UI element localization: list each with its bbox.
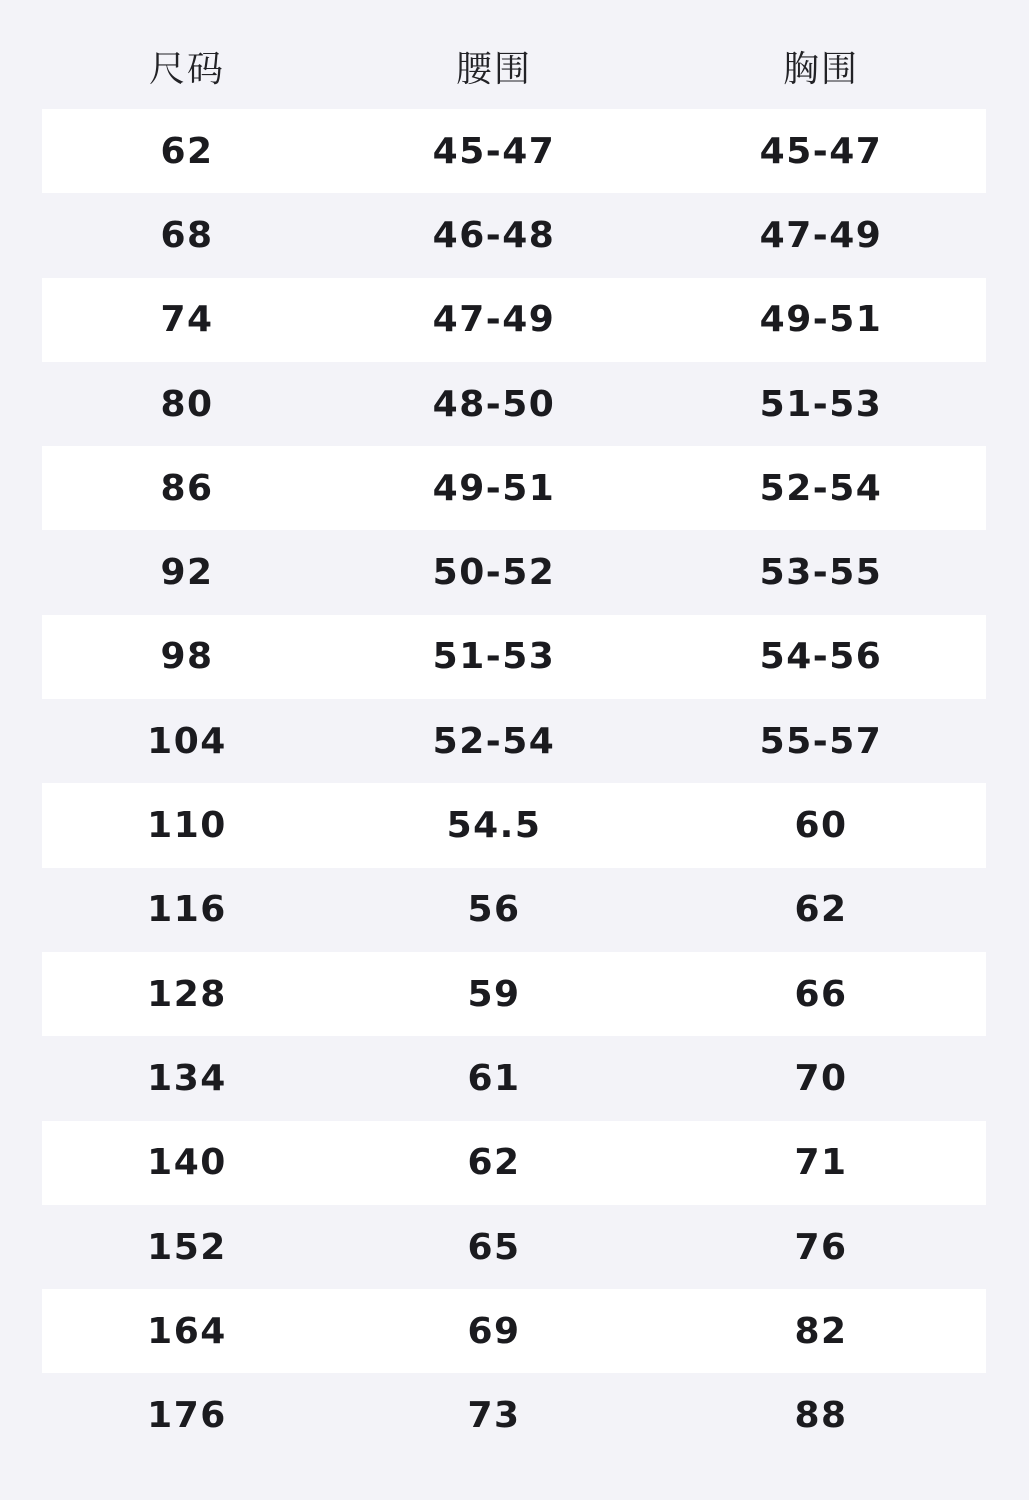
table-body xyxy=(42,109,986,1458)
table-row xyxy=(42,952,986,1036)
table-row xyxy=(42,1121,986,1205)
table-row xyxy=(42,783,986,867)
chest-cell: 76 xyxy=(794,1226,848,1268)
table-row xyxy=(42,868,986,952)
table-row xyxy=(42,446,986,530)
size-cell: 80 xyxy=(160,383,214,425)
chest-cell: 60 xyxy=(794,805,848,847)
table-row xyxy=(42,362,986,446)
waist-cell: 73 xyxy=(467,1395,521,1437)
chest-cell: 66 xyxy=(794,973,848,1015)
chest-cell: 51-53 xyxy=(759,383,883,425)
waist-cell: 65 xyxy=(467,1226,521,1268)
chest-cell: 70 xyxy=(794,1057,848,1099)
size-cell: 92 xyxy=(160,552,214,594)
table-row xyxy=(42,1289,986,1373)
table-row xyxy=(42,1205,986,1289)
waist-cell: 49-51 xyxy=(432,467,556,509)
size-cell: 140 xyxy=(147,1142,227,1184)
chest-cell: 45-47 xyxy=(759,130,883,172)
waist-cell: 56 xyxy=(467,889,521,931)
chest-cell: 49-51 xyxy=(759,299,883,341)
waist-cell: 52-54 xyxy=(432,720,556,762)
waist-cell: 50-52 xyxy=(432,552,556,594)
size-cell: 74 xyxy=(160,299,214,341)
table-header xyxy=(42,26,986,106)
size-cell: 104 xyxy=(147,720,227,762)
waist-cell: 48-50 xyxy=(432,383,556,425)
waist-cell: 47-49 xyxy=(432,299,556,341)
waist-cell: 69 xyxy=(467,1310,521,1352)
chest-cell: 47-49 xyxy=(759,214,883,256)
waist-cell: 51-53 xyxy=(432,636,556,678)
chest-cell: 88 xyxy=(794,1395,848,1437)
table-row xyxy=(42,530,986,614)
size-cell: 116 xyxy=(147,889,227,931)
waist-cell: 45-47 xyxy=(432,130,556,172)
size-cell: 176 xyxy=(147,1395,227,1437)
header-waist: 腰围 xyxy=(455,48,532,90)
size-cell: 62 xyxy=(160,130,214,172)
size-cell: 164 xyxy=(147,1310,227,1352)
waist-cell: 61 xyxy=(467,1057,521,1099)
size-cell: 98 xyxy=(160,636,214,678)
waist-cell: 46-48 xyxy=(432,214,556,256)
size-cell: 110 xyxy=(147,805,227,847)
size-cell: 152 xyxy=(147,1226,227,1268)
table-row xyxy=(42,109,986,193)
size-cell: 128 xyxy=(147,973,227,1015)
header-size: 尺码 xyxy=(148,48,225,90)
chest-cell: 53-55 xyxy=(759,552,883,594)
chest-cell: 71 xyxy=(794,1142,848,1184)
table-row xyxy=(42,699,986,783)
size-cell: 86 xyxy=(160,467,214,509)
waist-cell: 59 xyxy=(467,973,521,1015)
chest-cell: 52-54 xyxy=(759,467,883,509)
size-cell: 134 xyxy=(147,1057,227,1099)
table-row xyxy=(42,278,986,362)
size-cell: 68 xyxy=(160,214,214,256)
chest-cell: 62 xyxy=(794,889,848,931)
chest-cell: 55-57 xyxy=(759,720,883,762)
table-row xyxy=(42,1373,986,1457)
chest-cell: 82 xyxy=(794,1310,848,1352)
table-row xyxy=(42,1036,986,1120)
chest-cell: 54-56 xyxy=(759,636,883,678)
header-chest: 胸围 xyxy=(782,48,859,90)
waist-cell: 54.5 xyxy=(446,805,542,847)
table-row xyxy=(42,193,986,277)
waist-cell: 62 xyxy=(467,1142,521,1184)
table-row xyxy=(42,615,986,699)
